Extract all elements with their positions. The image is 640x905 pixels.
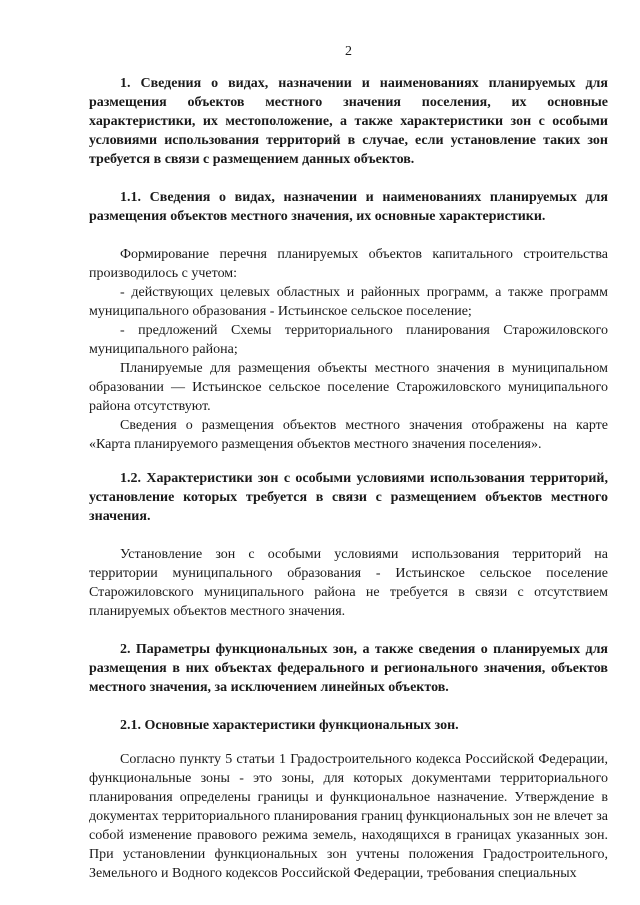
section-1-1-paragraph-4: Планируемые для размещения объекты местного значения в муниципальном образовании — Истьинское сельское поселение Старожиловского муниципального района отсутствуют. xyxy=(89,361,608,414)
section-1-1-paragraph-2: - действующих целевых областных и районных программ, а также программ муниципального образования - Истьинское сельское поселение; xyxy=(89,285,608,319)
spacer xyxy=(89,169,608,188)
section-1-heading: 1. Сведения о видах, назначении и наименованиях планируемых для размещения объектов местного значения поселения, их основные характеристики, их местоположение, а также характеристики зон с особыми условиями использования территорий в случае, если установление таких зон требуется в связи с размещением данных объектов. xyxy=(89,76,608,167)
section-1-1-paragraph-5: Сведения о размещения объектов местного значения отображены на карте «Карта планируемого размещения объектов местного значения поселения». xyxy=(89,418,608,452)
section-1-1-paragraph-3: - предложений Схемы территориального планирования Старожиловского муниципального района; xyxy=(89,323,608,357)
section-2-1-paragraph-1: Согласно пункту 5 статьи 1 Градостроительного кодекса Российской Федерации, функциональные зоны - это зоны, для которых документами территориального планирования определены границы и функциональное назначение. Утверждение в документах территориального планирования границ функциональных зон не влечет за собой изменение правового режима земель, находящихся в границах указанных зон. При установлении функциональных зон учтены положения Градостроительного, Земельного и Водного кодексов Российской Федерации, требования специальных xyxy=(89,752,608,881)
spacer xyxy=(89,526,608,545)
section-1-1-heading: 1.1. Сведения о видах, назначении и наименованиях планируемых для размещения объектов местного значения, их основные характеристики. xyxy=(89,190,608,224)
spacer xyxy=(89,226,608,245)
spacer xyxy=(89,735,608,750)
section-1-1-paragraph-1: Формирование перечня планируемых объектов капитального строительства производилось с учетом: xyxy=(89,247,608,281)
section-1-2-heading: 1.2. Характеристики зон с особыми условиями использования территорий, установление которых требуется в связи с размещением объектов местного значения. xyxy=(89,471,608,524)
section-1-2-paragraph-1: Установление зон с особыми условиями использования территорий на территории муниципального образования - Истьинское сельское поселение Старожиловского муниципального района не требуется в связи с отсутствием планируемых объектов местного значения. xyxy=(89,547,608,619)
section-2-heading: 2. Параметры функциональных зон, а также сведения о планируемых для размещения в них объектах федерального и регионального значения, объектов местного значения, за исключением линейных объектов. xyxy=(89,642,608,695)
section-2-1-heading: 2.1. Основные характеристики функциональных зон. xyxy=(120,718,459,733)
spacer xyxy=(89,621,608,640)
spacer xyxy=(89,454,608,469)
page-number: 2 xyxy=(345,44,352,59)
spacer xyxy=(89,697,608,716)
